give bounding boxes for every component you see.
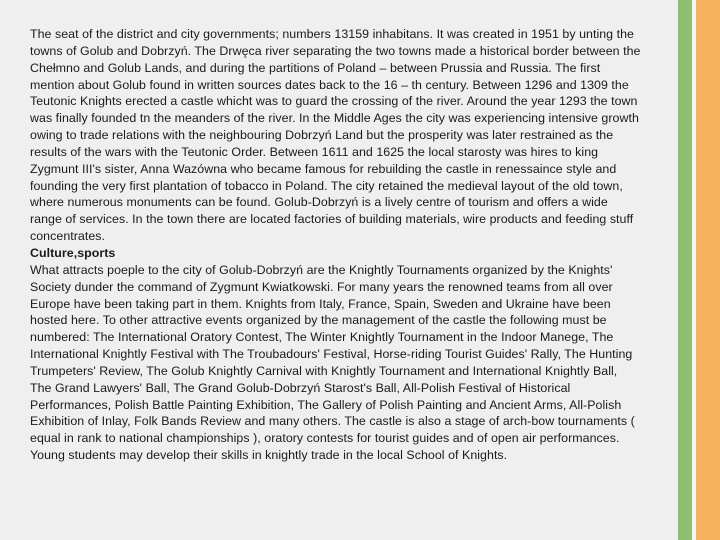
section-heading: Culture,sports <box>30 245 116 260</box>
history-paragraph: The seat of the district and city governments; numbers 13159 inhabitans. It was created in 1951 by unting the towns of Golub and Dobrzyń. The Drwęca river separating the two towns made a historical border between the Chełmno and Golub Lands, and during the partitions of Poland – between Prussia and Russia. The first mention about Golub found in written sources dates back to the 16 – th century. Between 1296 and 1309 the Teutonic Knights erected a castle whicht was to guard the crossing of the river. Around the year 1293 the town was finally founded tn the meanders of the river. In the Middle Ages the city was experiencing intensive growth owing to trade relations with the neighbouring Dobrzyń Land but the prosperity was later restrained as the results of the wars with the Teutonic Order. Between 1611 and 1625 the local starosty was hires to king Zygmunt III's sister, Anna Wazówna who became famous for rebuilding the castle in renessaince style and founding the very first plantation of tobacco in Poland. The city retained the medieval layout of the old town, where numerous monuments can be found. Golub-Dobrzyń is a lively centre of tourism and offers a wide range of services. In the town there are located factories of building materials, wire products and feeding stuff concentrates. <box>30 27 641 244</box>
culture-paragraph: What attracts poeple to the city of Golub-Dobrzyń are the Knightly Tournaments organized by the Knights' Society dunder the command of Zygmunt Kwiatkowski. For many years the renowned teams from all over Europe have been taking part in them. Knights from Italy, France, Spain, Sweden and Ukraine have been hosted here. To other attractive events organized by the management of the castle the following must be numbered: The International Oratory Contest, The Winter Knightly Tournament in the Indoor Manege, The International Knightly Festival with The Troubadours' Festival, Horse-riding Tourist Guides' Rally, The Hunting Trumpeters' Review, The Golub Knightly Carnival with Knightly Tournament and International Knightly Ball, The Grand Lawyers' Ball, The Grand Golub-Dobrzyń Starost's Ball, All-Polish Festival of Historical Performances, Polish Battle Painting Exhibition, The Gallery of Polish Painting and Ancient Arms, All-Polish Exhibition of Inlay, Folk Bands Review and many others. The castle is also a stage of arch-bow tournaments ( equal in rank to national championships ), oratory contests for tourist guides and of open air performances. Young students may develop their skills in knightly trade in the local School of Knights. <box>30 262 635 463</box>
decorative-stripe-green <box>678 0 692 540</box>
text-block <box>30 26 642 464</box>
decorative-stripe-orange <box>696 0 720 540</box>
